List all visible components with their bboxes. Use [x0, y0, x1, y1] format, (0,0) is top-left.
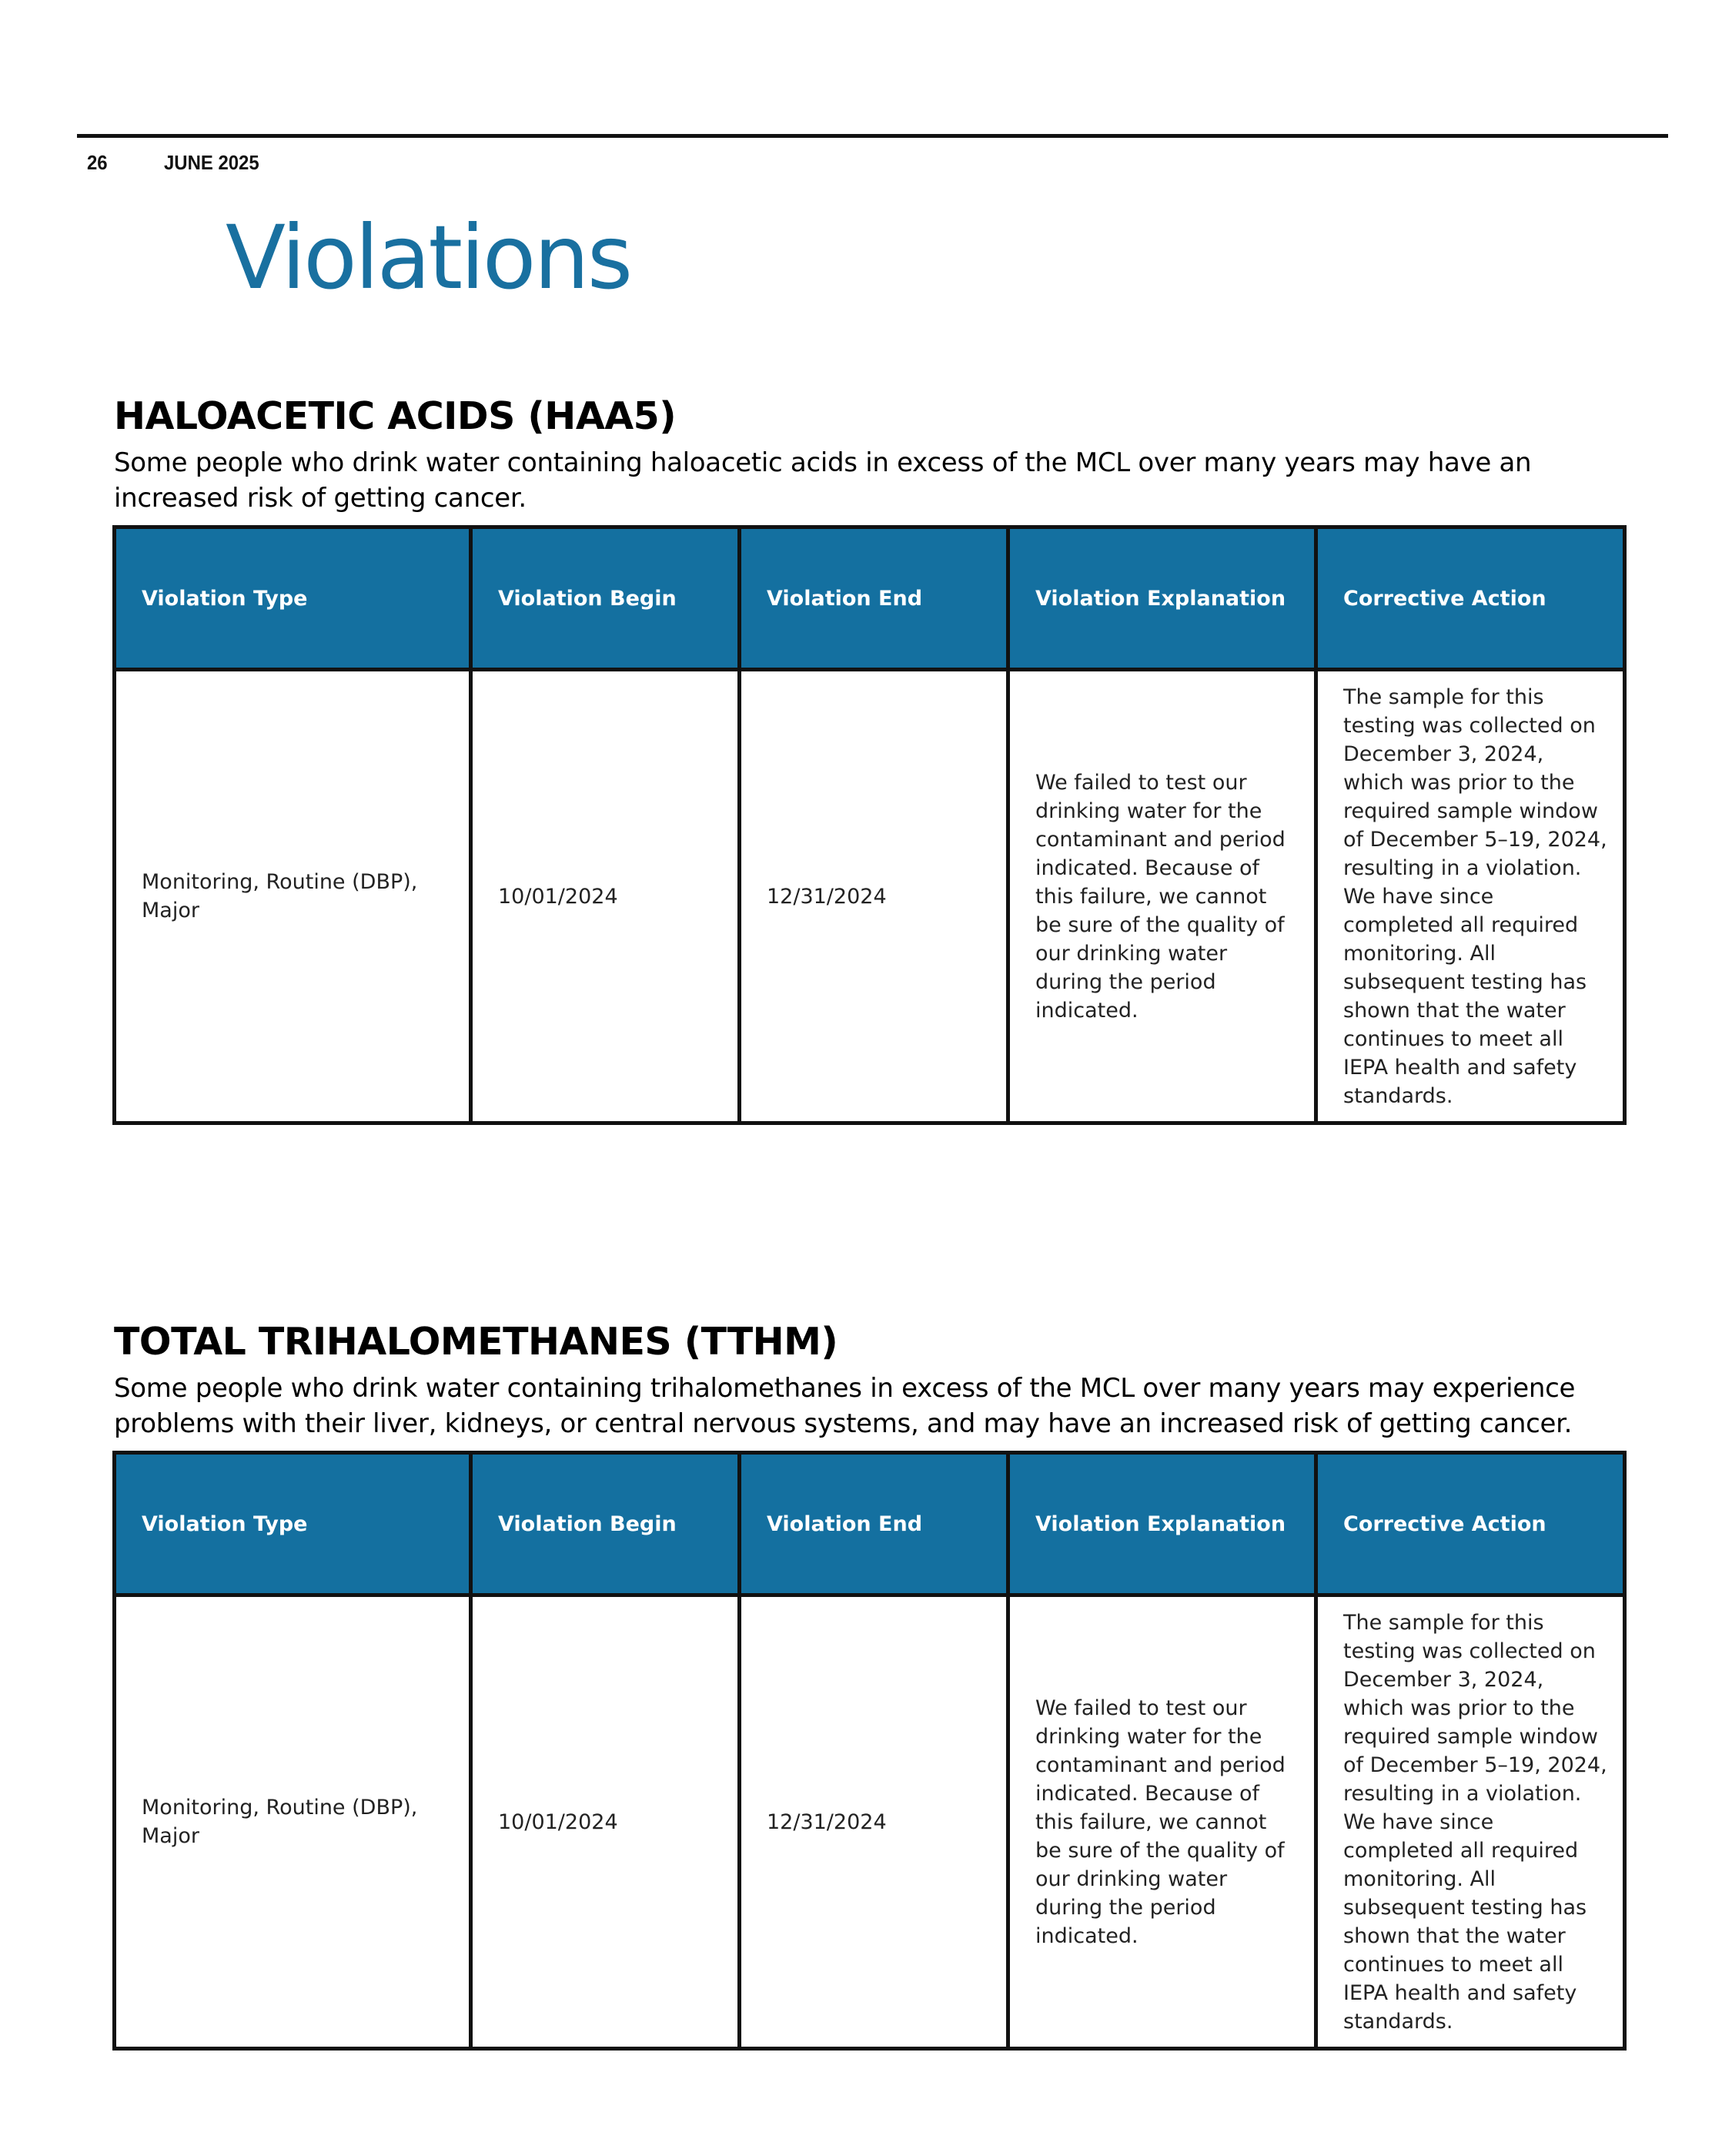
section-heading: TOTAL TRIHALOMETHANES (TTHM) [114, 1320, 838, 1364]
violations-table [112, 525, 1627, 1125]
column-header-violation-end: Violation End [740, 527, 1008, 670]
section-description: Some people who drink water containing haloacetic acids in excess of the MCL over many years may have an increased risk of getting cancer. [114, 447, 1532, 514]
cell-violation-end: 12/31/2024 [740, 1595, 1008, 2049]
cell-violation-end: 12/31/2024 [740, 670, 1008, 1123]
cell-violation-type: Monitoring, Routine (DBP), Major [115, 1595, 471, 2049]
cell-corrective-action: The sample for this testing was collected on December 3, 2024, which was prior to the required sample window of December 5–19, 2024, resulting in a violation. We have since completed all required monitoring. All subsequent testing has shown that the water continues to meet all IEPA health and safety standards. [1316, 670, 1625, 1123]
cell-violation-begin: 10/01/2024 [471, 670, 740, 1123]
column-header-violation-explanation: Violation Explanation [1008, 1453, 1316, 1595]
column-header-violation-end: Violation End [740, 1453, 1008, 1595]
page-number: 26 [87, 151, 108, 174]
column-header-corrective-action: Corrective Action [1316, 1453, 1625, 1595]
cell-violation-explanation: We failed to test our drinking water for the contaminant and period indicated. Because of this failure, we cannot be sure of the quality of our drinking water during the period indicated. [1008, 1595, 1316, 2049]
table-row [115, 670, 1625, 1123]
table-row [115, 1595, 1625, 2049]
cell-violation-type: Monitoring, Routine (DBP), Major [115, 670, 471, 1123]
section-haa5 [114, 394, 1623, 1125]
table-header-row [115, 527, 1625, 670]
column-header-violation-begin: Violation Begin [471, 1453, 740, 1595]
column-header-violation-begin: Violation Begin [471, 527, 740, 670]
table-header-row [115, 1453, 1625, 1595]
section-description: Some people who drink water containing trihalomethanes in excess of the MCL over many years may experience problems with their liver, kidneys, or central nervous systems, and may have an increased risk of getting cancer. [114, 1373, 1576, 1439]
header-rule [77, 134, 1668, 138]
cell-violation-explanation: We failed to test our drinking water for the contaminant and period indicated. Because of this failure, we cannot be sure of the quality of our drinking water during the period indicated. [1008, 670, 1316, 1123]
issue-date: JUNE 2025 [164, 151, 259, 174]
column-header-violation-type: Violation Type [115, 527, 471, 670]
cell-violation-begin: 10/01/2024 [471, 1595, 740, 2049]
column-header-violation-type: Violation Type [115, 1453, 471, 1595]
column-header-corrective-action: Corrective Action [1316, 527, 1625, 670]
column-header-violation-explanation: Violation Explanation [1008, 527, 1316, 670]
cell-corrective-action: The sample for this testing was collected on December 3, 2024, which was prior to the required sample window of December 5–19, 2024, resulting in a violation. We have since completed all required monitoring. All subsequent testing has shown that the water continues to meet all IEPA health and safety standards. [1316, 1595, 1625, 2049]
section-heading: HALOACETIC ACIDS (HAA5) [114, 394, 677, 438]
section-tthm [114, 1320, 1623, 2051]
violations-table [112, 1451, 1627, 2051]
page-title: Violations [226, 206, 631, 309]
